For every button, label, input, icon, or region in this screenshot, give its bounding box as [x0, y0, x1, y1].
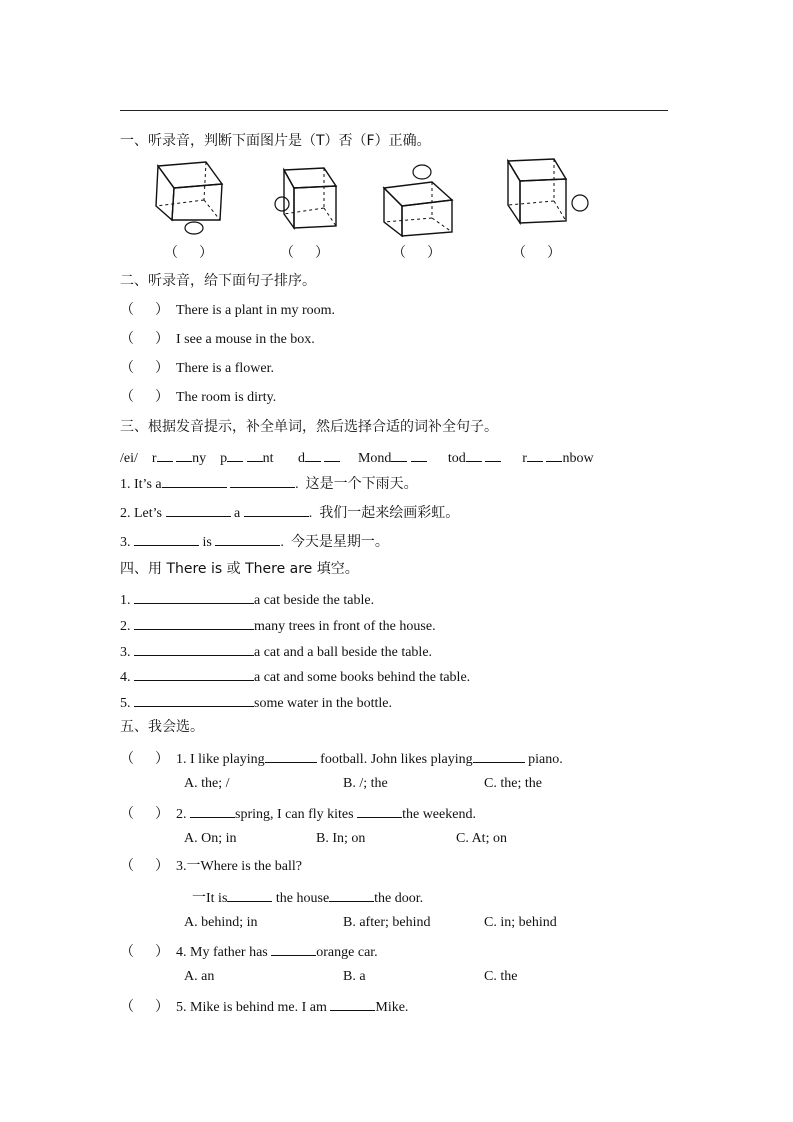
order-paren[interactable]: （ ）: [120, 390, 169, 405]
letter-blank[interactable]: [157, 447, 173, 462]
sentence-text: a: [230, 506, 244, 521]
question-text: the door.: [374, 891, 424, 906]
phonetic-symbol: /ei/: [120, 451, 138, 466]
word-suffix: nbow: [562, 451, 594, 466]
there-item-3: [120, 641, 432, 662]
option-a[interactable]: A. behind; in: [184, 915, 258, 930]
answer-blank[interactable]: [162, 473, 227, 488]
fill-sentence-2: [120, 502, 459, 523]
question-text: 3.一Where is the ball?: [176, 859, 302, 874]
answer-blank[interactable]: [134, 589, 254, 604]
answer-blank[interactable]: [230, 473, 295, 488]
option-b[interactable]: B. In; on: [316, 831, 366, 846]
there-item-2: [120, 615, 436, 636]
sentence-text: 1. It’s a: [120, 477, 162, 492]
choice-question-5: [120, 996, 408, 1017]
cube-picture-2: [272, 162, 342, 242]
answer-paren-1[interactable]: （ ）: [164, 246, 213, 261]
choice-question-1: [120, 748, 563, 769]
question-text: Mike.: [375, 1000, 409, 1015]
item-number: 1.: [120, 593, 131, 608]
cube-picture-1: [150, 158, 230, 238]
answer-blank[interactable]: [473, 748, 525, 763]
section3-title: 三、根据发音提示，补全单词，然后选择合适的词补全句子。: [120, 419, 498, 435]
order-item-2: [120, 331, 315, 349]
cube-picture-3: [378, 160, 458, 240]
cube-picture-4: [500, 155, 592, 237]
answer-blank[interactable]: [265, 748, 317, 763]
order-paren[interactable]: （ ）: [120, 332, 169, 347]
word-prefix: p: [220, 451, 228, 466]
question-3-line2: [192, 887, 423, 907]
choice-question-3: [120, 858, 302, 876]
order-text: There is a flower.: [176, 361, 274, 376]
fill-sentence-3: [120, 531, 389, 552]
question-text: 一It is: [192, 891, 228, 906]
there-item-5: [120, 692, 392, 713]
answer-blank[interactable]: [134, 692, 254, 707]
answer-blank[interactable]: [190, 803, 235, 818]
order-item-4: [120, 389, 276, 407]
item-text: a cat and a ball beside the table.: [254, 645, 433, 660]
option-c[interactable]: C. the: [484, 969, 518, 984]
option-a[interactable]: A. the; /: [184, 776, 230, 791]
word-prefix: r: [151, 451, 157, 466]
item-number: 3.: [120, 645, 131, 660]
answer-paren[interactable]: （ ）: [120, 945, 169, 960]
question-text: 2.: [176, 807, 190, 822]
letter-blank[interactable]: [485, 447, 501, 462]
word-prefix: d: [297, 451, 305, 466]
question-text: football. John likes playing: [316, 752, 473, 767]
option-b[interactable]: B. /; the: [343, 776, 388, 791]
item-number: 2.: [120, 619, 131, 634]
word-prefix: tod: [447, 451, 466, 466]
question-text: spring, I can fly kites: [235, 807, 358, 822]
option-c[interactable]: C. in; behind: [484, 915, 557, 930]
letter-blank[interactable]: [176, 447, 192, 462]
section4-title: 四、用 There is 或 There are 填空。: [120, 561, 359, 577]
answer-blank[interactable]: [227, 887, 272, 902]
item-text: some water in the bottle.: [254, 696, 393, 711]
answer-paren-4[interactable]: （ ）: [512, 246, 561, 261]
letter-blank[interactable]: [527, 447, 543, 462]
answer-blank[interactable]: [134, 666, 254, 681]
word-suffix: nt: [262, 451, 274, 466]
order-text: I see a mouse in the box.: [176, 332, 315, 347]
answer-blank[interactable]: [134, 615, 254, 630]
order-text: The room is dirty.: [176, 390, 277, 405]
answer-paren-3[interactable]: （ ）: [392, 246, 441, 261]
letter-blank[interactable]: [411, 447, 427, 462]
order-paren[interactable]: （ ）: [120, 361, 169, 376]
fill-sentence-1: [120, 473, 418, 494]
answer-paren[interactable]: （ ）: [120, 752, 169, 767]
answer-paren[interactable]: （ ）: [120, 859, 169, 874]
question-text: piano.: [524, 752, 563, 767]
top-rule: [120, 110, 668, 111]
item-number: 5.: [120, 696, 131, 711]
option-b[interactable]: B. a: [343, 969, 366, 984]
question-text: 1. I like playing: [176, 752, 265, 767]
question-text: 5. Mike is behind me. I am: [176, 1000, 331, 1015]
sentence-text: . 我们一起来绘画彩虹。: [308, 506, 460, 521]
order-item-1: [120, 302, 335, 320]
sentence-text: . 这是一个下雨天。: [295, 477, 418, 492]
letter-blank[interactable]: [305, 447, 321, 462]
answer-blank[interactable]: [166, 502, 231, 517]
word-suffix: ny: [192, 451, 207, 466]
word-hints-row: [120, 447, 594, 468]
answer-blank[interactable]: [330, 996, 375, 1011]
answer-blank[interactable]: [134, 641, 254, 656]
sentence-text: 3.: [120, 535, 131, 550]
sentence-text: . 今天是星期一。: [280, 535, 389, 550]
choice-question-2: [120, 803, 476, 824]
letter-blank[interactable]: [324, 447, 340, 462]
item-text: a cat and some books behind the table.: [254, 670, 471, 685]
option-a[interactable]: A. On; in: [184, 831, 237, 846]
letter-blank[interactable]: [391, 447, 407, 462]
answer-blank[interactable]: [244, 502, 309, 517]
item-text: a cat beside the table.: [254, 593, 375, 608]
section5-title: 五、我会选。: [120, 719, 204, 735]
answer-paren[interactable]: （ ）: [120, 807, 169, 822]
there-item-4: [120, 666, 470, 687]
option-b[interactable]: B. after; behind: [343, 915, 431, 930]
letter-blank[interactable]: [546, 447, 562, 462]
order-item-3: [120, 360, 274, 378]
section2-title: 二、听录音，给下面句子排序。: [120, 273, 316, 289]
item-text: many trees in front of the house.: [254, 619, 436, 634]
answer-blank[interactable]: [134, 531, 199, 546]
sentence-text: 2. Let’s: [120, 506, 162, 521]
answer-blank[interactable]: [357, 803, 402, 818]
question-text: the house: [272, 891, 330, 906]
question-text: the weekend.: [402, 807, 476, 822]
answer-blank[interactable]: [215, 531, 280, 546]
sentence-text: is: [199, 535, 216, 550]
order-text: There is a plant in my room.: [176, 303, 336, 318]
letter-blank[interactable]: [247, 447, 263, 462]
letter-blank[interactable]: [466, 447, 482, 462]
question-text: 4. My father has: [176, 945, 272, 960]
order-paren[interactable]: （ ）: [120, 303, 169, 318]
answer-blank[interactable]: [329, 887, 374, 902]
option-a[interactable]: A. an: [184, 969, 215, 984]
letter-blank[interactable]: [227, 447, 243, 462]
item-number: 4.: [120, 670, 131, 685]
section1-title: 一、听录音，判断下面图片是（T）否（F）正确。: [120, 133, 431, 149]
question-text: orange car.: [316, 945, 378, 960]
word-prefix: r: [522, 451, 527, 466]
there-item-1: [120, 589, 374, 610]
answer-paren[interactable]: （ ）: [120, 1000, 169, 1015]
option-c[interactable]: C. At; on: [456, 831, 507, 846]
answer-blank[interactable]: [271, 941, 316, 956]
answer-paren-2[interactable]: （ ）: [280, 246, 329, 261]
option-c[interactable]: C. the; the: [484, 776, 542, 791]
word-prefix: Mond: [357, 451, 392, 466]
choice-question-4: [120, 941, 378, 962]
